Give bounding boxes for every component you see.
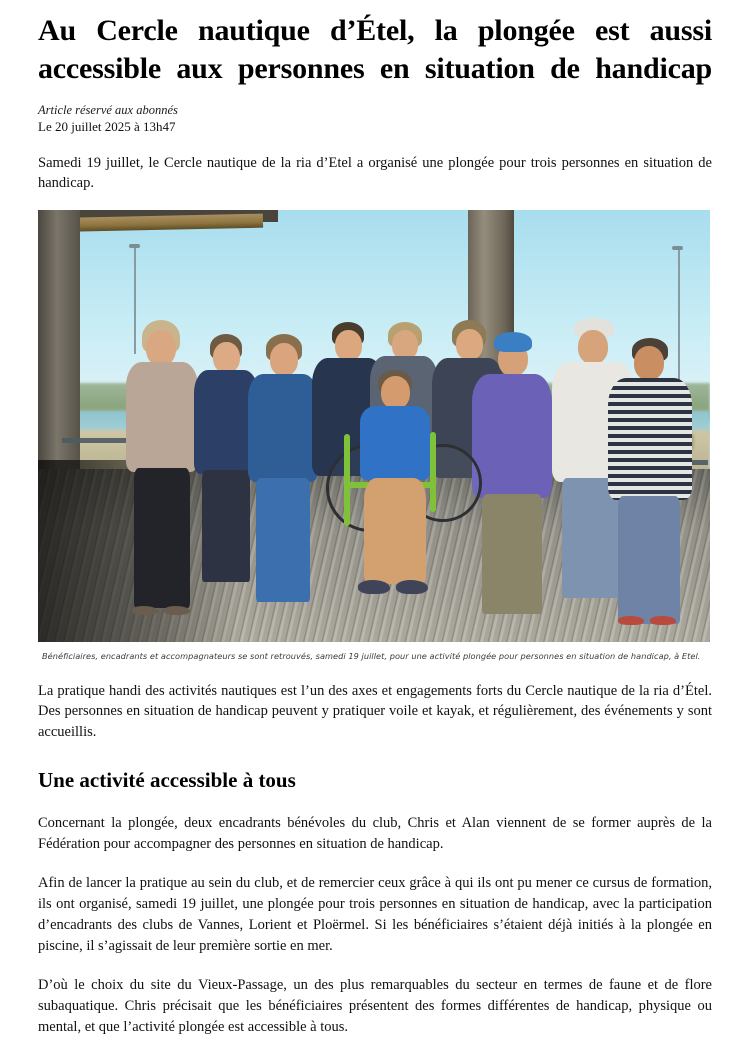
photo-wheelchair-user-shoe-r: [396, 580, 428, 594]
article-paragraph-2: Concernant la plongée, deux encadrants bénévoles du club, Chris et Alan viennent de se former auprès de la Fédération pour accompagner des personnes en situation de handicap.: [38, 815, 712, 852]
photo-person-1-head: [146, 330, 176, 366]
photo-person-3-head: [270, 343, 298, 376]
photo-person-3-legs: [256, 478, 310, 602]
article-paragraph-3: Afin de lancer la pratique au sein du club, et de remercier ceux grâce à qui ils ont pu mener ce cursus de formation, ils ont organisé, samedi 19 juillet, une plongée pour trois personnes en situation de handicap, avec la participation d’encadrants des clubs de Vannes, Lorient et Ploërmel. Si les bénéficiaires s’étaient déjà initiés à la plongée en piscine, il s’agissait de leur première sortie en mer.: [38, 875, 712, 954]
photo-person-2-legs: [202, 470, 250, 582]
photo-lamp-head-left: [129, 244, 140, 248]
photo-person-7-legs: [482, 494, 542, 614]
photo-person-9-legs: [618, 496, 680, 624]
photo-wheelchair-user-shoe-l: [358, 580, 390, 594]
photo-caption: Bénéficiaires, encadrants et accompagnateurs se sont retrouvés, samedi 19 juillet, pour une activité plongée pour personnes en situation de handicap, à Etel.: [42, 650, 701, 661]
photo-person-9-shoe-l: [618, 616, 644, 625]
photo-person-9-shoe-r: [650, 616, 676, 625]
subscriber-notice: Article réservé aux abonnés: [38, 102, 178, 117]
article-figure: [38, 210, 710, 662]
photo-person-7-cap: [494, 332, 532, 352]
photo-lamp-head-right: [672, 246, 683, 250]
photo-person-4-head: [335, 330, 362, 361]
photo-wheelchair-frame-right: [430, 432, 436, 512]
photo-person-9: [604, 320, 696, 624]
article-meta: [38, 102, 712, 136]
photo-person-7-torso: [472, 374, 552, 498]
photo-person-2-head: [213, 342, 240, 373]
photo-wheelchair-user-head: [381, 376, 410, 409]
photo-person-9-head: [634, 346, 664, 380]
photo-wheelchair-user: [338, 374, 458, 624]
photo-wheelchair-user-legs: [364, 478, 426, 584]
article-paragraph-1: La pratique handi des activités nautiques est l’un des axes et engagements forts du Cercle nautique de la ria d’Étel. Des personnes en situation de handicap peuvent y pratiquer voile et kayak, et régulièrement, des événements y sont accueillis.: [38, 682, 712, 740]
section-heading: Une activité accessible à tous: [38, 767, 296, 792]
photo-wheelchair-frame-left: [344, 434, 350, 526]
photo-wheelchair-user-torso: [360, 406, 430, 480]
article-photo: [38, 210, 710, 642]
photo-person-1-legs: [134, 468, 190, 608]
publication-date: Le 20 juillet 2025 à 13h47: [38, 119, 176, 135]
page-title: Au Cercle nautique d’Étel, la plongée est aussi accessible aux personnes en situation de handicap: [38, 14, 712, 86]
article-lede: Samedi 19 juillet, le Cercle nautique de la ria d’Etel a organisé une plongée pour trois personnes en situation de handicap.: [38, 154, 712, 192]
article-paragraph-4: D’où le choix du site du Vieux-Passage, un des plus remarquables du secteur en termes de faune et de flore subaquatique. Chris précisait que les bénéficiaires présentent des formes différentes de handicap, physique ou mental, et que l’activité plongée est accessible à tous.: [38, 977, 712, 1035]
photo-person-1-shoe-l: [132, 606, 158, 615]
photo-person-7: [470, 320, 556, 614]
photo-person-1-shoe-r: [164, 606, 190, 615]
photo-person-9-torso: [608, 378, 692, 500]
